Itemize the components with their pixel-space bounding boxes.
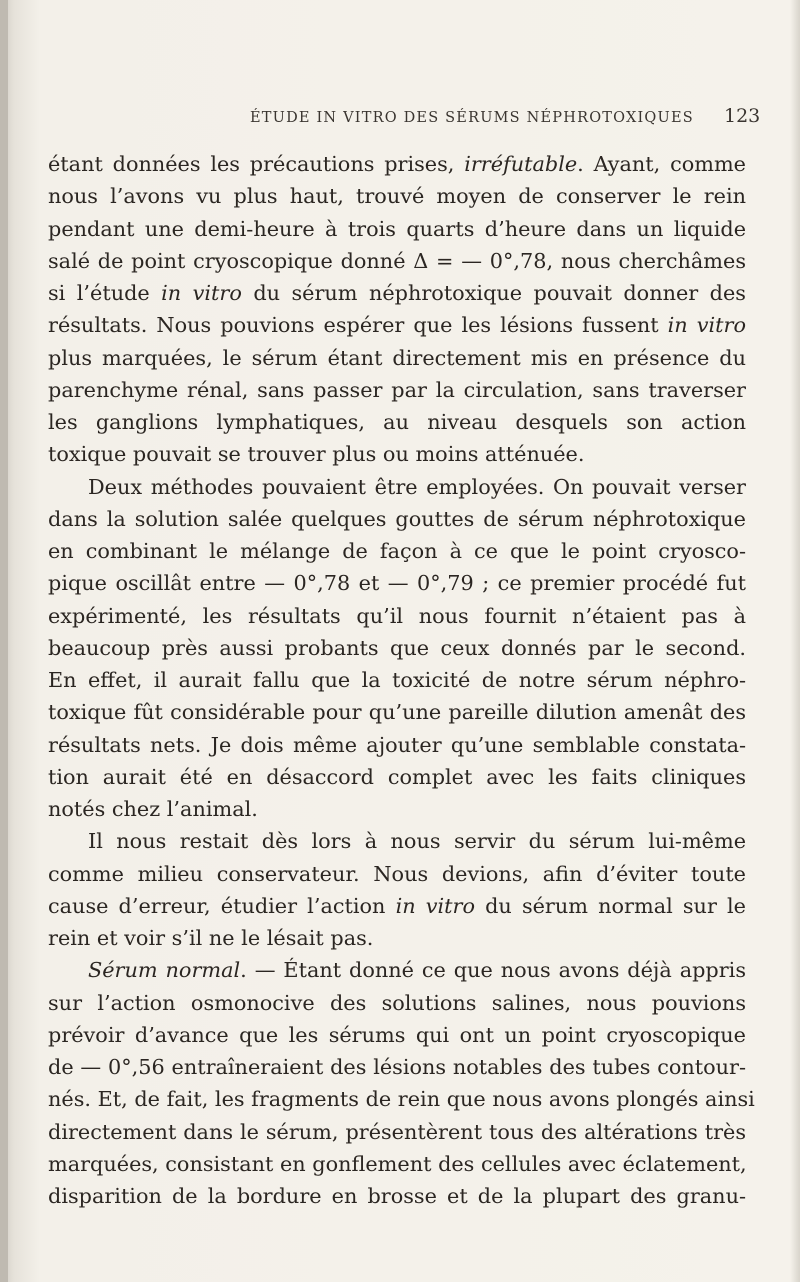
text-line: cause d’erreur, étudier l’action in vitro du sérum normal sur le xyxy=(48,893,746,918)
page-binding-edge xyxy=(0,0,8,1282)
body-text xyxy=(48,148,755,1212)
text-line: toxique pouvait se trouver plus ou moins atténuée. xyxy=(48,442,585,467)
text-line: beaucoup près aussi probants que ceux donnés par le second. xyxy=(48,635,746,660)
text-line: parenchyme rénal, sans passer par la circulation, sans traverser xyxy=(48,377,746,402)
text-line: pendant une demi-heure à trois quarts d’heure dans un liquide xyxy=(48,216,746,241)
text-line: de — 0°,56 entraîneraient des lésions notables des tubes contour- xyxy=(48,1055,746,1079)
text-line: directement dans le sérum, présentèrent tous des altérations très xyxy=(48,1119,746,1144)
text-line: nous l’avons vu plus haut, trouvé moyen de conserver le rein xyxy=(48,184,746,209)
page-number: 123 xyxy=(724,105,761,127)
text-line: dans la solution salée quelques gouttes de sérum néphrotoxique xyxy=(48,506,746,531)
text-line: les ganglions lymphatiques, au niveau desquels son action xyxy=(48,410,746,434)
text-line: prévoir d’avance que les sérums qui ont un point cryoscopique xyxy=(48,1022,746,1047)
text-line: marquées, consistant en gonflement des cellules avec éclatement, xyxy=(48,1151,747,1176)
text-line: étant données les précautions prises, irréfutable. Ayant, comme xyxy=(48,152,746,176)
text-line: rein et voir s’il ne le lésait pas. xyxy=(48,926,374,950)
text-line: En effet, il aurait fallu que la toxicité de notre sérum néphro- xyxy=(48,668,746,692)
text-line: disparition de la bordure en brosse et de la plupart des granu- xyxy=(48,1184,746,1208)
text-line: en combinant le mélange de façon à ce que le point cryosco- xyxy=(48,539,746,563)
text-line: sur l’action osmonocive des solutions salines, nous pouvions xyxy=(48,990,746,1015)
text-line: tion aurait été en désaccord complet avec les faits cliniques xyxy=(48,764,746,789)
text-line: expérimenté, les résultats qu’il nous fournit n’étaient pas à xyxy=(48,603,746,628)
text-line: comme milieu conservateur. Nous devions, afin d’éviter toute xyxy=(48,861,746,886)
text-line: si l’étude in vitro du sérum néphrotoxique pouvait donner des xyxy=(48,281,746,305)
text-line: nés. Et, de fait, les fragments de rein que nous avons plongés ainsi xyxy=(48,1087,755,1112)
text-line: résultats. Nous pouvions espérer que les lésions fussent in vitro xyxy=(48,313,746,338)
text-line: toxique fût considérable pour qu’une pareille dilution amenât des xyxy=(48,700,746,725)
running-title: ÉTUDE IN VITRO DES SÉRUMS NÉPHROTOXIQUES xyxy=(250,110,694,126)
text-line: pique oscillât entre — 0°,78 et — 0°,79 ; ce premier procédé fut xyxy=(48,571,746,596)
page-right-edge xyxy=(790,0,800,1282)
text-line: résultats nets. Je dois même ajouter qu’une semblable constata- xyxy=(48,732,746,757)
text-line: Deux méthodes pouvaient être employées. On pouvait verser xyxy=(88,474,746,499)
text-line: Sérum normal. — Étant donné ce que nous avons déjà appris xyxy=(88,958,746,983)
text-line: plus marquées, le sérum étant directement mis en présence du xyxy=(48,345,746,370)
text-line: notés chez l’animal. xyxy=(48,797,258,821)
text-line: Il nous restait dès lors à nous servir du sérum lui-même xyxy=(88,829,746,854)
text-line: salé de point cryoscopique donné Δ = — 0°,78, nous cherchâmes xyxy=(48,248,746,273)
